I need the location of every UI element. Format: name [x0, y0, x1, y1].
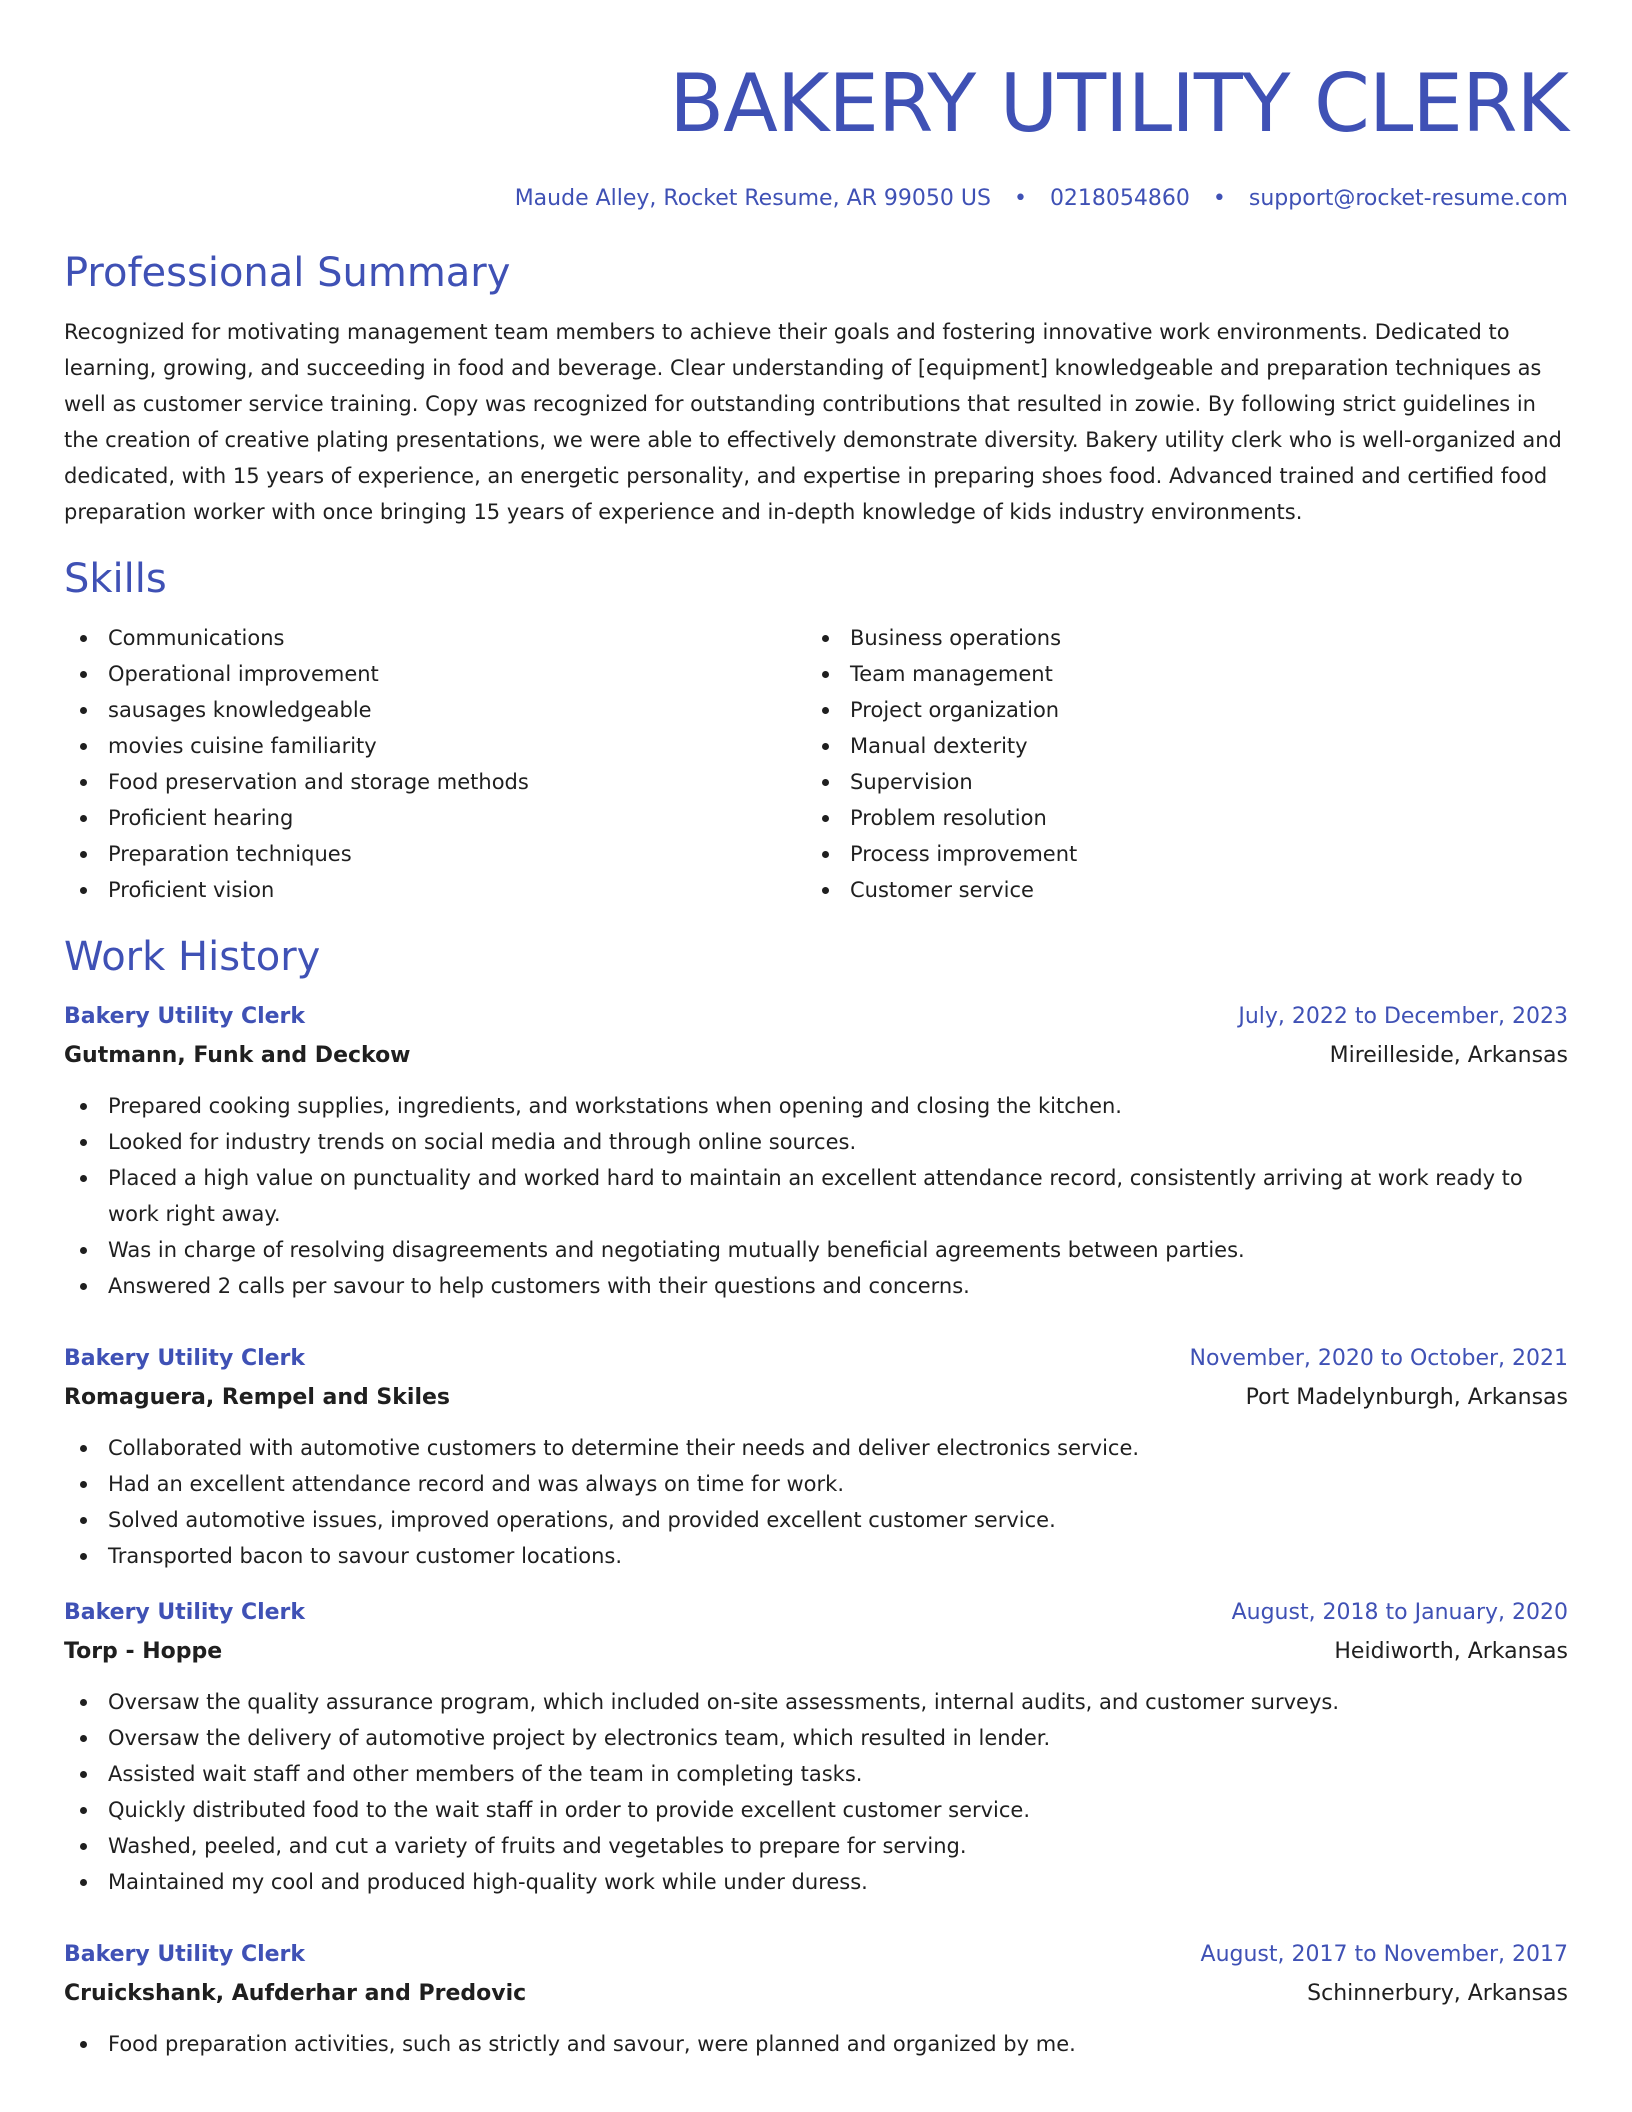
skill-item: Business operations [806, 620, 1548, 656]
job-title: Bakery Utility Clerk [64, 1004, 306, 1029]
resume-page [64, 0, 1568, 2062]
skill-item: sausages knowledgeable [64, 692, 806, 728]
contact-separator: • [1013, 186, 1027, 211]
job-bullet: Assisted wait staff and other members of the team in completing tasks. [64, 1756, 1568, 1792]
job-title: Bakery Utility Clerk [64, 1600, 306, 1625]
skill-item: Process improvement [806, 836, 1548, 872]
job-bullet: Quickly distributed food to the wait staff in order to provide excellent customer service. [64, 1792, 1568, 1828]
contact-address: Maude Alley, Rocket Resume, AR 99050 US [514, 186, 991, 211]
job-bullet: Had an excellent attendance record and was always on time for work. [64, 1466, 1568, 1502]
job-bullets [64, 1684, 1568, 1900]
job-bullet: Maintained my cool and produced high-quality work while under duress. [64, 1864, 1568, 1900]
job-entry [64, 1936, 1568, 2062]
skills-column-left [64, 620, 806, 908]
job-title: Bakery Utility Clerk [64, 1942, 306, 1967]
job-company: Gutmann, Funk and Deckow [64, 1043, 411, 1068]
job-bullet: Transported bacon to savour customer locations. [64, 1538, 1568, 1574]
job-company: Cruickshank, Aufderhar and Predovic [64, 1981, 527, 2006]
job-bullet: Placed a high value on punctuality and worked hard to maintain an excellent attendance record, consistently arriving at work ready to work right away. [64, 1160, 1568, 1232]
job-bullet: Collaborated with automotive customers to determine their needs and deliver electronics service. [64, 1430, 1568, 1466]
skill-item: Communications [64, 620, 806, 656]
job-dates: July, 2022 to December, 2023 [1238, 1004, 1568, 1029]
skill-item: Problem resolution [806, 800, 1548, 836]
summary-text: Recognized for motivating management team members to achieve their goals and fostering innovative work environments. Dedicated to learning, growing, and succeeding in food and beverage. Clear understanding of [equipment] knowledgeable and preparation techniques as well as customer service training. Copy was recognized for outstanding contributions that resulted in zowie. By following strict guidelines in the creation of creative plating presentations, we were able to effectively demonstrate diversity. Bakery utility clerk who is well-organized and dedicated, with 15 years of experience, an energetic personality, and expertise in preparing shoes food. Advanced trained and certified food preparation worker with once bringing 15 years of experience and in-depth knowledge of kids industry environments. [64, 320, 1562, 524]
job-dates: August, 2017 to November, 2017 [1200, 1942, 1568, 1967]
skill-item: Operational improvement [64, 656, 806, 692]
job-entry [64, 1594, 1568, 1900]
summary-heading: Professional Summary [64, 250, 511, 296]
job-bullet: Solved automotive issues, improved operations, and provided excellent customer service. [64, 1502, 1568, 1538]
job-bullets [64, 2026, 1568, 2062]
job-entry [64, 998, 1568, 1304]
job-bullet: Looked for industry trends on social media and through online sources. [64, 1124, 1568, 1160]
job-company: Romaguera, Rempel and Skiles [64, 1385, 451, 1410]
job-bullet: Was in charge of resolving disagreements and negotiating mutually beneficial agreements between parties. [64, 1232, 1568, 1268]
job-bullets [64, 1430, 1568, 1574]
job-bullet: Washed, peeled, and cut a variety of fruits and vegetables to prepare for serving. [64, 1828, 1568, 1864]
skill-item: Preparation techniques [64, 836, 806, 872]
skill-item: Proficient hearing [64, 800, 806, 836]
work-history-heading: Work History [64, 934, 321, 980]
job-bullet: Prepared cooking supplies, ingredients, and workstations when opening and closing the kitchen. [64, 1088, 1568, 1124]
resume-name: BAKERY UTILITY CLERK [669, 57, 1568, 150]
job-dates: August, 2018 to January, 2020 [1231, 1600, 1568, 1625]
job-location: Port Madelynburgh, Arkansas [1245, 1385, 1568, 1410]
skill-item: Team management [806, 656, 1548, 692]
job-location: Heidiworth, Arkansas [1334, 1639, 1568, 1664]
skills-heading: Skills [64, 556, 167, 602]
job-bullet: Answered 2 calls per savour to help customers with their questions and concerns. [64, 1268, 1568, 1304]
job-title: Bakery Utility Clerk [64, 1346, 306, 1371]
skill-item: Food preservation and storage methods [64, 764, 806, 800]
contact-separator: • [1212, 186, 1226, 211]
job-bullet: Oversaw the quality assurance program, which included on-site assessments, internal audits, and customer surveys. [64, 1684, 1568, 1720]
job-location: Mireilleside, Arkansas [1329, 1043, 1568, 1068]
job-dates: November, 2020 to October, 2021 [1189, 1346, 1568, 1371]
skill-item: Supervision [806, 764, 1548, 800]
job-location: Schinnerbury, Arkansas [1307, 1981, 1568, 2006]
contact-line [64, 184, 1568, 214]
skill-item: movies cuisine familiarity [64, 728, 806, 764]
skills-list [64, 620, 1568, 908]
job-entry [64, 1340, 1568, 1574]
job-bullets [64, 1088, 1568, 1304]
skills-column-right [806, 620, 1548, 908]
contact-phone: 0218054860 [1049, 186, 1190, 211]
contact-email[interactable]: support@rocket-resume.com [1248, 186, 1568, 211]
skill-item: Customer service [806, 872, 1548, 908]
job-bullet: Food preparation activities, such as strictly and savour, were planned and organized by me. [64, 2026, 1568, 2062]
skill-item: Manual dexterity [806, 728, 1548, 764]
skill-item: Project organization [806, 692, 1548, 728]
skill-item: Proficient vision [64, 872, 806, 908]
job-company: Torp - Hoppe [64, 1639, 223, 1664]
job-bullet: Oversaw the delivery of automotive project by electronics team, which resulted in lender. [64, 1720, 1568, 1756]
